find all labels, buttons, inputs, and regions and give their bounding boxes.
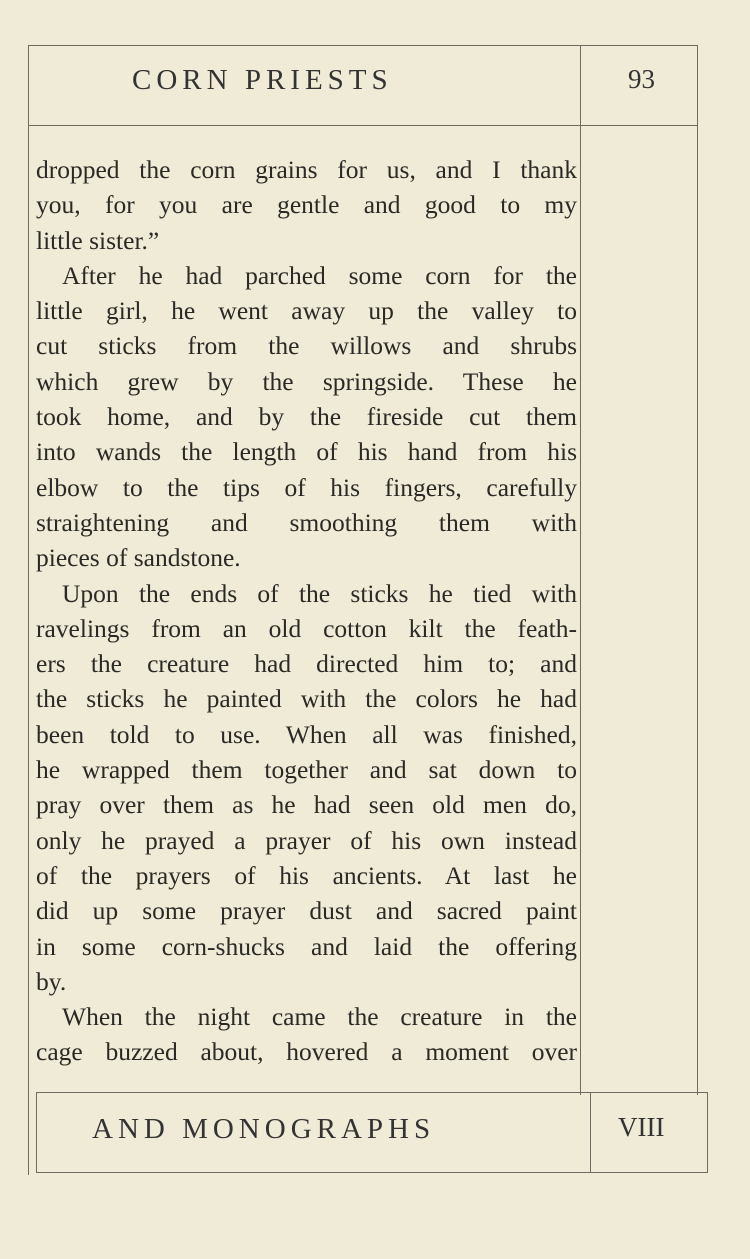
text-line: in some corn-shucks and laid the offering [36,931,577,961]
text-line: After he had parched some corn for the [62,260,577,290]
running-title: CORN PRIESTS [132,64,393,96]
series-title: AND MONOGRAPHS [92,1113,436,1145]
text-line: cage buzzed about, hovered a moment over [36,1037,577,1067]
text-line: Upon the ends of the sticks he tied with [62,578,577,608]
text-line: you, for you are gentle and good to my [36,190,577,220]
text-line: only he prayed a prayer of his own instead [36,825,577,855]
footer-left-rule [36,1092,37,1172]
text-line: cut sticks from the willows and shrubs [36,331,577,361]
footer-bottom-rule [36,1172,708,1173]
text-line: straightening and smoothing them with [36,507,577,537]
column-rule [580,45,581,1095]
text-line: the sticks he painted with the colors he had [36,684,577,714]
text-line: When the night came the creature in the [62,1002,577,1032]
text-line: took home, and by the fireside cut them [36,402,577,432]
footer-right-rule [707,1092,708,1172]
footer-top-rule [36,1092,708,1093]
text-line: ers the creature had directed him to; and [36,649,577,679]
text-line: into wands the length of his hand from his [36,437,577,467]
text-line: been told to use. When all was finished, [36,719,577,749]
text-line: elbow to the tips of his fingers, carefully [36,472,577,502]
text-line: little sister.” [36,225,160,255]
page-number: 93 [628,64,655,94]
text-line: by. [36,966,67,996]
text-line: pieces of sandstone. [36,543,241,573]
text-line: little girl, he went away up the valley to [36,296,577,326]
right-rule [697,45,698,1095]
footer-column-rule [590,1092,591,1172]
volume-number: VIII [618,1112,665,1142]
text-line: which grew by the springside. These he [36,366,577,396]
left-rule [28,45,29,1175]
text-line: pray over them as he had seen old men do, [36,790,577,820]
header-rule [28,125,698,126]
body-text [36,152,577,1070]
text-line: did up some prayer dust and sacred paint [36,896,577,926]
text-line: dropped the corn grains for us, and I thank [36,155,577,184]
top-rule [28,45,698,46]
text-line: ravelings from an old cotton kilt the feath- [36,613,577,643]
text-line: he wrapped them together and sat down to [36,755,577,785]
text-line: of the prayers of his ancients. At last he [36,860,577,890]
